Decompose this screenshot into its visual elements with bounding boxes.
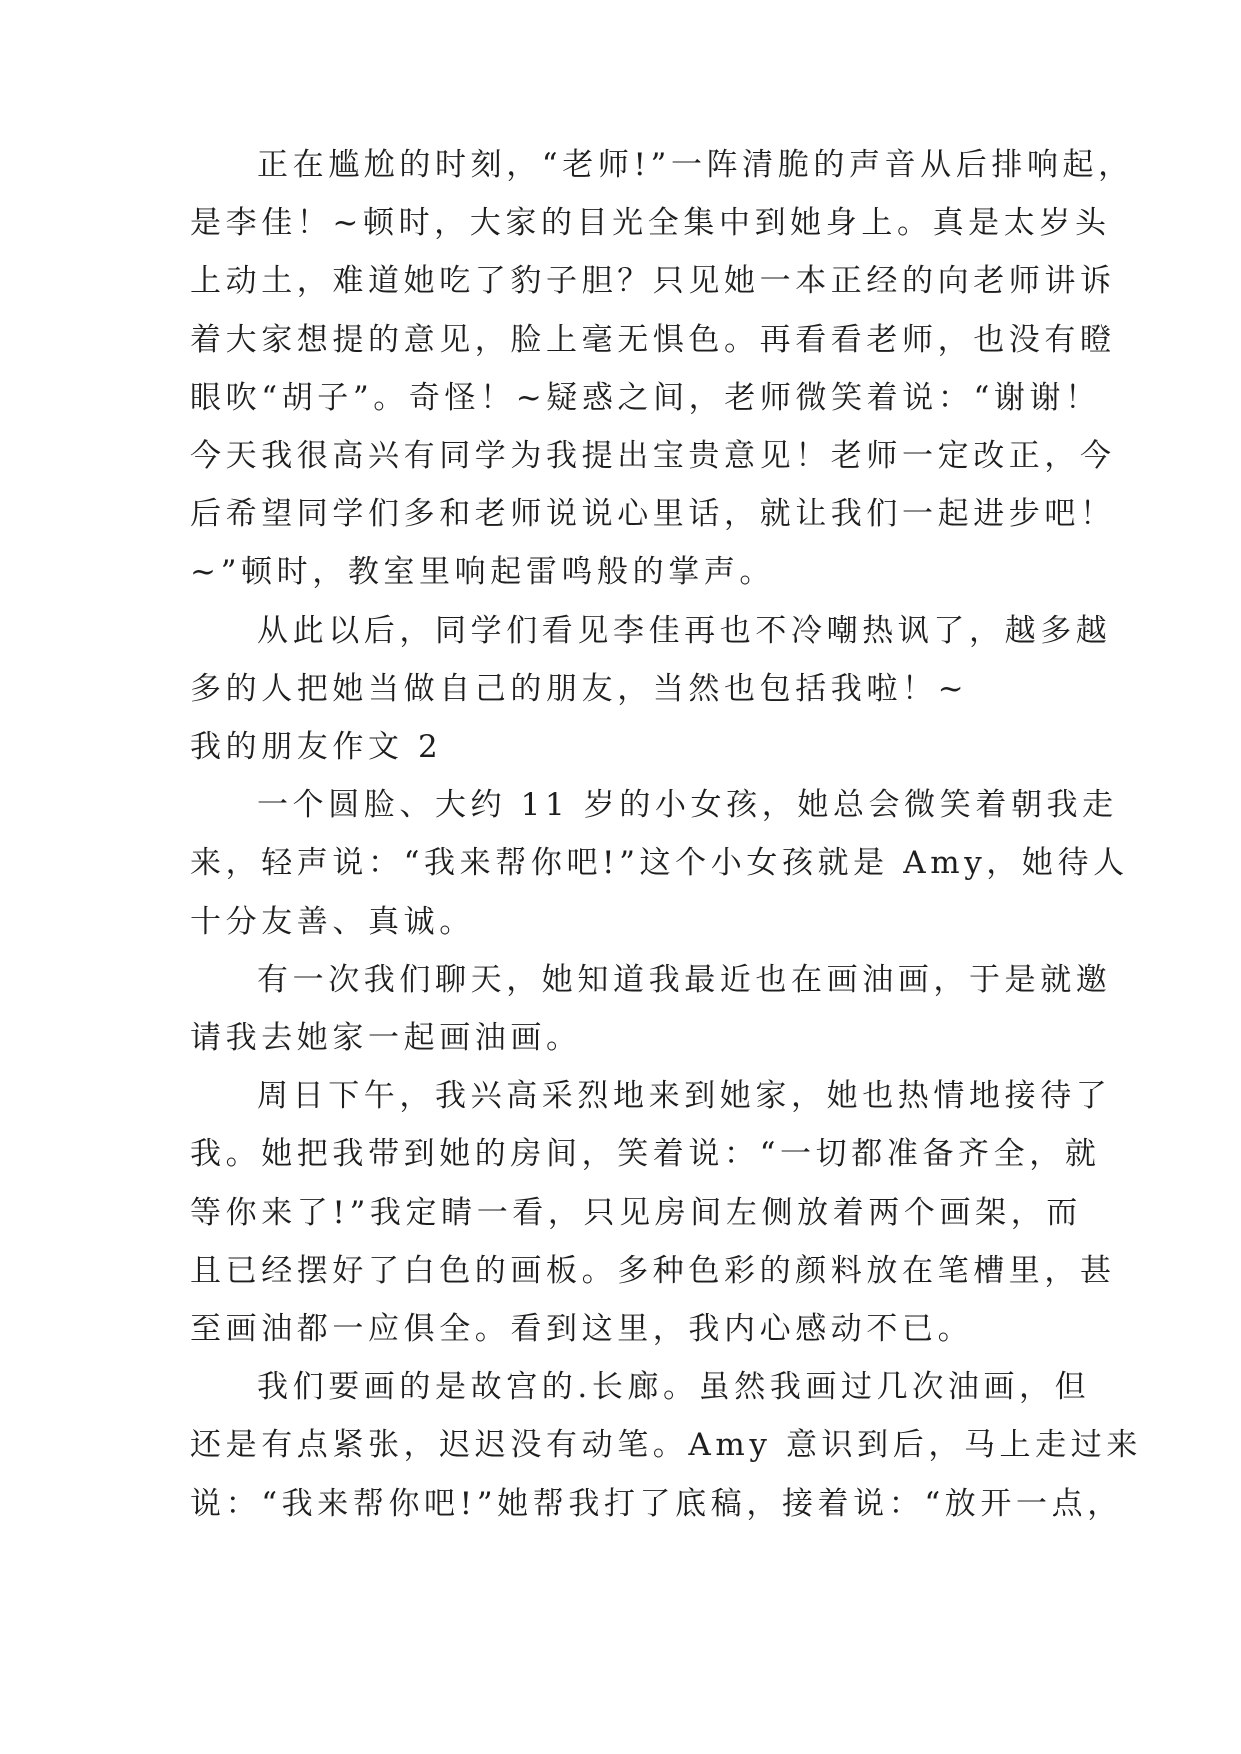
text-line: 后希望同学们多和老师说说心里话，就让我们一起进步吧！ xyxy=(190,496,1116,533)
text-line: 上动土，难道她吃了豹子胆？只见她一本正经的向老师讲诉 xyxy=(190,263,1116,300)
text-line: 多的人把她当做自己的朋友，当然也包括我啦！~ xyxy=(190,670,969,707)
text-line: 请我去她家一起画油画。 xyxy=(190,1020,582,1056)
text-line: 正在尴尬的时刻，“老师!”一阵清脆的声音从后排响起， xyxy=(257,147,1134,183)
text-line: ~”顿时，教室里响起雷鸣般的掌声。 xyxy=(190,554,776,591)
text-line: 今天我很高兴有同学为我提出宝贵意见！老师一定改正，今 xyxy=(190,438,1116,474)
text-line: 说：“我来帮你吧!”她帮我打了底稿，接着说：“放开一点， xyxy=(190,1485,1123,1522)
text-line: 且已经摆好了白色的画板。多种色彩的颜料放在笔槽里，甚 xyxy=(190,1252,1116,1289)
section-heading: 我的朋友作文 2 xyxy=(190,729,443,765)
text-line: 有一次我们聊天，她知道我最近也在画油画，于是就邀 xyxy=(257,961,1112,998)
text-line: 等你来了!”我定睛一看，只见房间左侧放着两个画架，而 xyxy=(190,1194,1082,1231)
text-line: 我们要画的是故宫的.长廊。虽然我画过几次油画，但 xyxy=(257,1369,1091,1406)
text-line: 来，轻声说：“我来帮你吧!”这个小女孩就是 Amy，她待人 xyxy=(190,845,1129,882)
text-line: 十分友善、真诚。 xyxy=(190,903,475,940)
text-line: 至画油都一应俱全。看到这里，我内心感动不已。 xyxy=(190,1311,974,1347)
text-line: 从此以后，同学们看见李佳再也不冷嘲热讽了，越多越 xyxy=(257,612,1112,649)
text-line: 着大家想提的意见，脸上毫无惧色。再看看老师，也没有瞪 xyxy=(190,321,1116,358)
text-line: 眼吹“胡子”。奇怪！~疑惑之间，老师微笑着说：“谢谢！ xyxy=(190,379,1101,416)
text-line: 我。她把我带到她的房间，笑着说：“一切都准备齐全，就 xyxy=(190,1136,1101,1173)
text-line: 是李佳！~顿时，大家的目光全集中到她身上。真是太岁头 xyxy=(190,205,1111,242)
text-line: 还是有点紧张，迟迟没有动笔。Amy 意识到后，马上走过来 xyxy=(190,1427,1142,1464)
text-line: 一个圆脸、大约 11 岁的小女孩，她总会微笑着朝我走 xyxy=(257,787,1118,824)
text-line: 周日下午，我兴高采烈地来到她家，她也热情地接待了 xyxy=(257,1078,1112,1115)
